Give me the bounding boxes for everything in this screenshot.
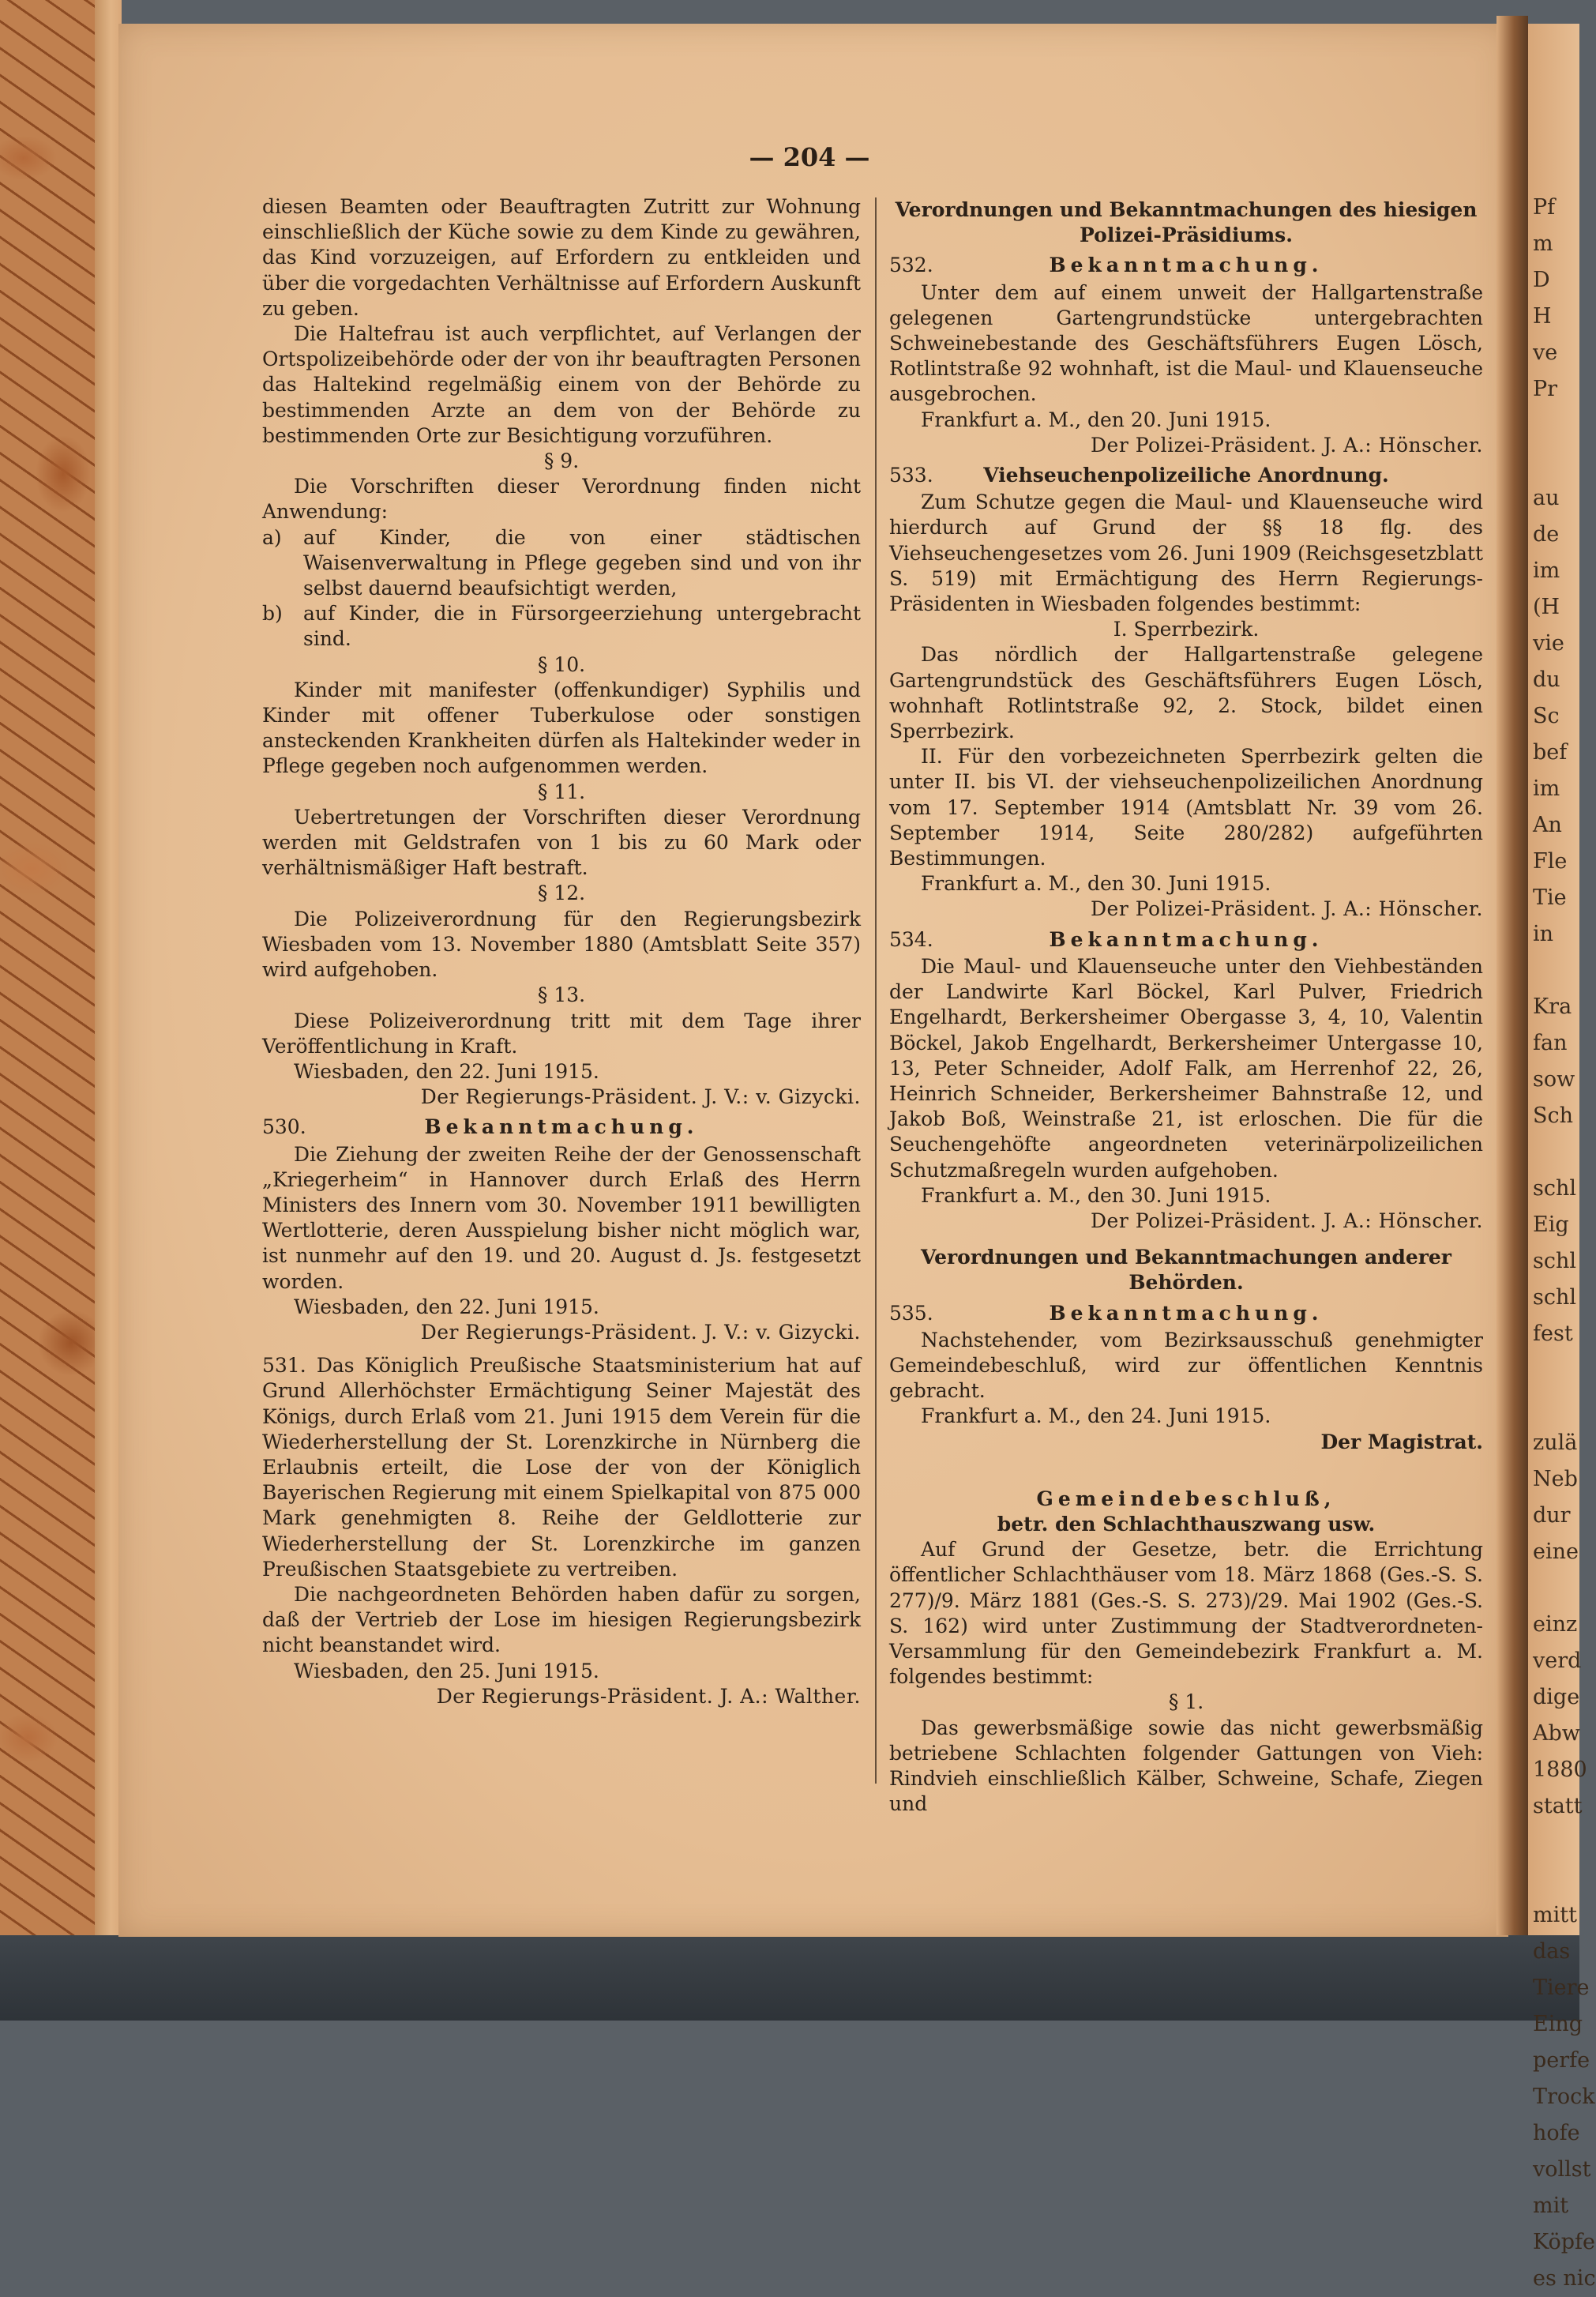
notice-title: Viehseuchenpolizeiliche Anordnung. <box>983 464 1389 487</box>
next-page-fragment: Pf <box>1533 195 1556 220</box>
next-page-fragment: statt <box>1533 1794 1583 1818</box>
next-page-fragment: au <box>1533 486 1560 510</box>
book-gutter <box>1496 16 1528 1935</box>
next-page-fragment: D <box>1533 268 1550 292</box>
item-label: a) <box>262 525 282 549</box>
next-page-fragment <box>1533 1134 1579 1171</box>
notice-534-header <box>889 927 1483 953</box>
column-divider <box>875 197 877 1784</box>
notice-531-text-2: Die nachgeordneten Behörden haben dafür zu sorgen, daß der Vertrieb der Lose im hiesigen Regierungsbezirk nicht beanstandet wird. <box>262 1582 861 1657</box>
date-line: Frankfurt a. M., den 30. Juni 1915. <box>921 872 1271 896</box>
next-page-fragment <box>1533 1861 1579 1897</box>
item-text: auf Kinder, die in Fürsorgeerziehung untergebracht sind. <box>303 602 861 651</box>
date-line: Wiesbaden, den 22. Juni 1915. <box>294 1295 599 1318</box>
next-page-fragment: mit <box>1533 2194 1569 2218</box>
next-page-fragment: Eing <box>1533 2012 1583 2036</box>
gemeindebeschluss-title: Gemeindebeschluß, <box>1036 1487 1336 1510</box>
section-title-andere: Verordnungen und Bekanntmachungen anderer Behörden. <box>921 1246 1451 1295</box>
next-page-fragment: perfe <box>1533 2048 1590 2073</box>
next-page-fragment: H <box>1533 304 1552 329</box>
next-page-fragment: eine <box>1533 1539 1579 1564</box>
next-page-fragment: Köpfe <box>1533 2230 1595 2254</box>
next-page-fragment: mitt <box>1533 1903 1577 1927</box>
next-page-fragment <box>1533 953 1579 989</box>
notice-533-header <box>889 463 1483 488</box>
next-page-fragment: schl <box>1533 1249 1577 1273</box>
next-page-fragment: m <box>1533 231 1553 256</box>
next-page-fragment: du <box>1533 667 1560 692</box>
notice-531-text <box>262 1353 861 1582</box>
section-9-item-b <box>262 601 861 652</box>
next-page-fragment: verd <box>1533 1649 1582 1673</box>
date-line: Wiesbaden, den 25. Juni 1915. <box>294 1659 599 1682</box>
item-label: b) <box>262 602 283 626</box>
next-page-fragment: Trock <box>1533 2085 1595 2109</box>
notice-534-text: Die Maul- und Klauenseuche unter den Viehbeständen der Landwirte Karl Böckel, Karl Pulver, Friedrich Engelhardt, Berkersheimer Obergasse 3, 4, 10, Valentin Böckel, Jakob Engelhardt, Berkersheimer Untergasse 10, 13, Peter Schneider, Adolf Falk, am Herrenhof 22, 26, Heinrich Schneider, Berkersheimer Bahnstraße 12, und Jakob Boß, Weinstraße 21, ist erloschen. Die für die Seuchengehöfte angeordneten veterinärpolizeilichen Schutzmaßregeln wurden aufgehoben. <box>889 954 1483 1182</box>
signature-line: Der Regierungs-Präsident. J. V.: v. Gizycki. <box>420 1085 861 1109</box>
signature-line: Der Magistrat. <box>1320 1430 1483 1453</box>
next-page-fragment <box>1533 1352 1579 1389</box>
section-11-text: Uebertretungen der Vorschriften dieser Verordnung werden mit Geldstrafen von 1 bis zu 60 Mark oder verhältnismäßiger Haft bestraft. <box>262 805 861 880</box>
section-9-text: Die Vorschriften dieser Verordnung finden nicht Anwendung: <box>262 475 861 524</box>
spacer <box>889 1455 1483 1487</box>
spacer <box>1417 463 1483 488</box>
item-text: auf Kinder, die von einer städtischen Waisenverwaltung in Pflege gegeben sind und von ihr selbst dauernd beaufsichtigt werden, <box>303 525 861 600</box>
next-page-fragment: dige <box>1533 1685 1580 1709</box>
notice-title: Bekanntmachung. <box>1049 1301 1324 1325</box>
gemeindebeschluss-text: Auf Grund der Gesetze, betr. die Errichtung öffentlicher Schlachthäuser vom 18. März 1868 (Ges.-S. S. 277)/9. März 1881 (Ges.-S. S. 273)/29. Mai 1902 (Ges.-S. S. 162) wird unter Zustimmung der Stadtverordneten-Versammlung für den Gemeindebezirk Frankfurt a. M. folgendes bestimmt: <box>889 1538 1483 1689</box>
section-9-heading: § 9. <box>543 449 580 473</box>
next-page-fragment: vie <box>1533 631 1564 656</box>
next-page-fragment: Kra <box>1533 994 1572 1019</box>
book-cover-bottom <box>0 1935 1590 2021</box>
signature-line: Der Polizei-Präsident. J. A.: Hönscher. <box>1090 897 1483 921</box>
paragraph-intro: diesen Beamten oder Beauftragten Zutritt zur Wohnung einschließlich der Küche sowie zu dem Kinde zu gewähren, das Kind vorzuzeigen, auf Erfordern zu entkleiden und über die vorgedachten Verhältnisse auf Erfordern Auskunft zu geben. <box>262 195 861 320</box>
section-10-heading: § 10. <box>537 652 586 676</box>
section-12-text: Die Polizeiverordnung für den Regierungsbezirk Wiesbaden vom 13. November 1880 (Amtsblatt Seite 357) wird aufgehoben. <box>262 907 861 982</box>
book-board-edge <box>95 0 122 1943</box>
section-11-heading: § 11. <box>537 780 586 803</box>
next-page-fragment: Abw <box>1533 1721 1580 1746</box>
notice-number: 535. <box>889 1301 933 1325</box>
right-column <box>889 194 1483 1817</box>
section-10-text: Kinder mit manifester (offenkundiger) Syphilis und Kinder mit offener Tuberkulose oder sonstigen ansteckenden Krankheiten dürfen als Haltekinder weder in Pflege gegeben noch aufgenommen werden. <box>262 678 861 778</box>
gb-section-1-heading: § 1. <box>1168 1690 1204 1714</box>
notice-title: Bekanntmachung. <box>1049 254 1324 277</box>
notice-body: Das Königlich Preußische Staatsministerium hat auf Grund Allerhöchster Ermächtigung Seiner Majestät des Königs, durch Erlaß vom 21. Juni 1915 dem Verein für die Wiederherstellung der St. Lorenzkirche in Nürnberg die Erlaubnis erteilt, die Lose der von der Königlich Bayerischen Regierung mit einem Spielkapital von 875 000 Mark genehmigten 8. Reihe der Geldlotterie zur Wiederherstellung der St. Lorenzkirche im ganzen Preußischen Staatsgebiete zu vertreiben. <box>262 1354 861 1581</box>
section-title-polizei: Verordnungen und Bekanntmachungen des hiesigen Polizei-Präsidiums. <box>895 198 1478 247</box>
next-page-fragment: Fle <box>1533 849 1568 874</box>
notice-535-header <box>889 1301 1483 1326</box>
gb-section-1-text: Das gewerbsmäßige sowie das nicht gewerbsmäßig betriebene Schlachten folgender Gattungen von Vieh: Rindvieh einschließlich Kälber, Schweine, Schafe, Ziegen und <box>889 1716 1483 1816</box>
next-page-fragment: das <box>1533 1939 1571 1964</box>
notice-530-header <box>262 1115 861 1140</box>
notice-530-text: Die Ziehung der zweiten Reihe der der Genossenschaft „Kriegerheim“ in Hannover durch Erlaß des Herrn Ministers des Innern vom 30. November 1911 bewilligten Wertlotterie, deren Ausspielung bisher nicht möglich war, ist nunmehr auf den 19. und 20. August d. Js. festgesetzt worden. <box>262 1142 861 1293</box>
subsection-text: Das nördlich der Hallgartenstraße gelegene Gartengrundstück des Geschäftsführers Eugen Lösch, wohnhaft Rotlintstraße 92, 2. Stock, bildet einen Sperrbezirk. <box>889 643 1483 743</box>
next-page-fragment <box>1533 408 1579 444</box>
paragraph-haltefrau: Die Haltefrau ist auch verpflichtet, auf Verlangen der Ortspolizeibehörde oder der von ihr beauftragten Personen das Haltekind regelmäßig einem von der Behörde zu bestimmenden Arzte an dem von der Behörde zu bestimmenden Orte zur Besichtigung vorzuführen. <box>262 322 861 447</box>
next-page-fragment: einz <box>1533 1612 1578 1637</box>
spacer <box>1417 253 1483 278</box>
section-13-text: Diese Polizeiverordnung tritt mit dem Tage ihrer Veröffentlichung in Kraft. <box>262 1009 861 1058</box>
next-page-fragment: Sc <box>1533 704 1560 728</box>
gemeindebeschluss-subtitle: betr. den Schlachthauszwang usw. <box>997 1512 1376 1536</box>
next-page-fragment: 1880 <box>1533 1758 1587 1782</box>
spacer <box>794 1115 861 1140</box>
section-9-item-a <box>262 525 861 602</box>
next-page-fragment: sow <box>1533 1067 1575 1092</box>
section-12-heading: § 12. <box>537 882 586 905</box>
date-line: Frankfurt a. M., den 24. Juni 1915. <box>921 1404 1271 1428</box>
next-page-fragment: zulä <box>1533 1430 1578 1455</box>
next-page-fragment: fan <box>1533 1031 1568 1055</box>
next-page-fragment <box>1533 1570 1579 1607</box>
next-page-fragment: hofe <box>1533 2121 1580 2145</box>
notice-title: Bekanntmachung. <box>1049 927 1324 951</box>
signature-line: Der Polizei-Präsident. J. A.: Hönscher. <box>1090 1209 1483 1232</box>
next-page-fragment: fest <box>1533 1321 1573 1346</box>
next-page-fragment: Sch <box>1533 1103 1574 1128</box>
next-page-fragment: schl <box>1533 1176 1577 1201</box>
marbled-book-cover <box>0 0 95 2021</box>
left-column <box>262 194 861 1709</box>
next-page-fragment: es nic <box>1533 2266 1596 2291</box>
next-page-fragment: Pr <box>1533 377 1558 401</box>
signature-line: Der Regierungs-Präsident. J. V.: v. Gizycki. <box>420 1320 861 1344</box>
notice-number: 531. <box>262 1354 306 1378</box>
notice-532-text: Unter dem auf einem unweit der Hallgartenstraße gelegenen Gartengrundstücke untergebrachten Schweinebestande des Geschäftsführers Eugen Lösch, Rotlintstraße 92 wohnhaft, ist die Maul- und Klauenseuche ausgebrochen. <box>889 280 1483 406</box>
notice-533-text: Zum Schutze gegen die Maul- und Klauenseuche wird hierdurch auf Grund der §§ 18 flg. des Viehseuchengesetzes vom 26. Juni 1909 (Reichsgesetzblatt S. 519) mit Ermächtigung des Herrn Regierungs-Präsidenten in Wiesbaden folgendes bestimmt: <box>889 491 1483 616</box>
next-page-fragment: Tie <box>1533 885 1567 910</box>
next-page-fragment <box>1533 1389 1579 1425</box>
spacer <box>262 1345 861 1353</box>
notice-number: 533. <box>889 464 933 487</box>
notice-number: 532. <box>889 254 933 277</box>
notice-title: Bekanntmachung. <box>424 1115 699 1139</box>
next-page-fragment: in <box>1533 922 1554 946</box>
next-page-fragment: schl <box>1533 1285 1577 1310</box>
next-page-fragment: (H <box>1533 595 1560 619</box>
page-number: — 204 — <box>749 142 870 172</box>
next-page-fragment: Tiere <box>1533 1976 1590 2000</box>
signature-line: Der Regierungs-Präsident. J. A.: Walther. <box>436 1684 861 1708</box>
subsection-heading: I. Sperrbezirk. <box>1113 618 1260 641</box>
date-line: Frankfurt a. M., den 30. Juni 1915. <box>921 1183 1271 1207</box>
notice-535-text: Nachstehender, vom Bezirksausschuß genehmigter Gemeindebeschluß, wird zur öffentlichen Kenntnis gebracht. <box>889 1328 1483 1403</box>
next-page-fragment: im <box>1533 558 1560 583</box>
next-page-fragment: ve <box>1533 340 1558 365</box>
spacer <box>1417 927 1483 953</box>
spacer <box>1417 1301 1483 1326</box>
next-page-fragment <box>1533 1825 1579 1861</box>
notice-532-header <box>889 253 1483 278</box>
notice-number: 534. <box>889 927 933 951</box>
next-page-fragment <box>1533 444 1579 480</box>
next-page-fragment: dur <box>1533 1503 1571 1528</box>
date-line: Wiesbaden, den 22. Juni 1915. <box>294 1059 599 1083</box>
next-page-fragment: Neb <box>1533 1467 1578 1491</box>
next-page-fragment: de <box>1533 522 1560 547</box>
signature-line: Der Polizei-Präsident. J. A.: Hönscher. <box>1090 433 1483 457</box>
next-page-fragment: bef <box>1533 740 1568 765</box>
section-13-heading: § 13. <box>537 983 586 1007</box>
next-page-fragment: vollst <box>1533 2157 1591 2182</box>
date-line: Frankfurt a. M., den 20. Juni 1915. <box>921 408 1271 431</box>
subsection-text: II. Für den vorbezeichneten Sperrbezirk gelten die unter II. bis VI. der viehseuchenpolizeilichen Anordnung vom 17. September 1914 (Amtsblatt Nr. 39 vom 26. September 1914, Seite 280/282) aufgeführten Bestimmungen. <box>889 745 1483 870</box>
next-page-fragment: Eig <box>1533 1212 1569 1237</box>
next-page-fragment: im <box>1533 776 1560 801</box>
notice-number: 530. <box>262 1115 306 1139</box>
next-page-edge <box>1528 24 1596 2291</box>
spacer <box>889 1234 1483 1242</box>
next-page-fragment: An <box>1533 813 1562 837</box>
